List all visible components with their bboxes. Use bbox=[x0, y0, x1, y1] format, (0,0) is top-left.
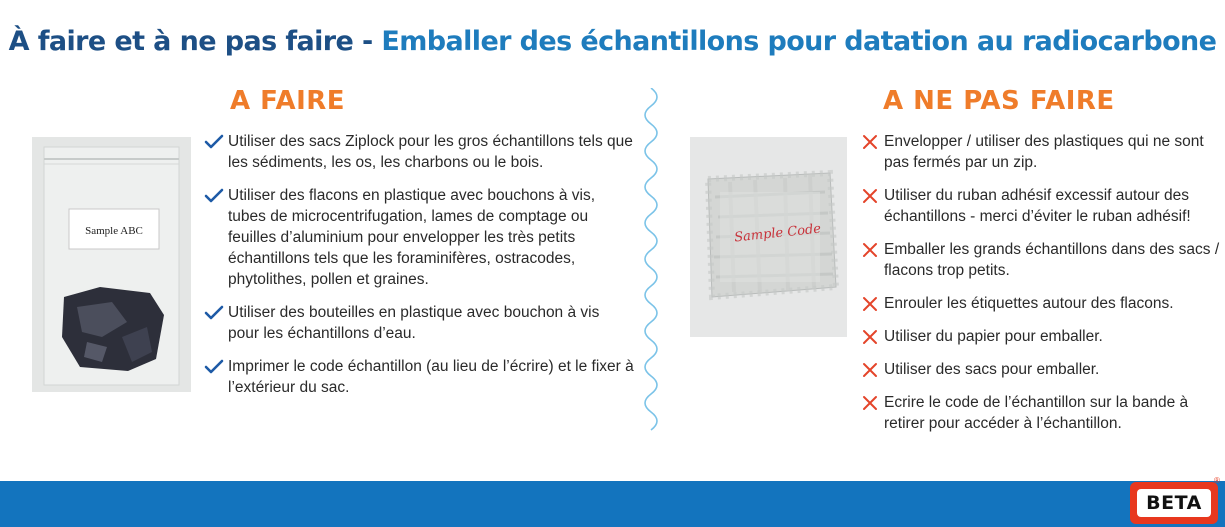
do-item-text: Utiliser des bouteilles en plastique avec bouchon à vis pour les échantillons d’eau. bbox=[228, 304, 600, 342]
dont-item-text: Envelopper / utiliser des plastiques qui ne sont pas fermés par un zip. bbox=[884, 133, 1204, 171]
do-item-text: Utiliser des sacs Ziplock pour les gros échantillons tels que les sédiments, les os, les charbons ou le bois. bbox=[228, 133, 633, 171]
list-item bbox=[860, 239, 1220, 281]
dont-item-text: Enrouler les étiquettes autour des flacons. bbox=[884, 295, 1174, 312]
list-item bbox=[860, 326, 1220, 347]
ziplock-bag-photo bbox=[32, 137, 191, 392]
cross-icon bbox=[860, 133, 880, 151]
cross-icon bbox=[860, 328, 880, 346]
cross-icon bbox=[860, 361, 880, 379]
checkmark-icon bbox=[204, 358, 224, 376]
wavy-divider bbox=[641, 88, 661, 433]
title-part-2: Emballer des échantillons pour datation au radiocarbone bbox=[381, 26, 1217, 57]
list-item bbox=[860, 185, 1220, 227]
list-item bbox=[204, 356, 634, 398]
dont-item-text: Emballer les grands échantillons dans des sacs / flacons trop petits. bbox=[884, 241, 1220, 279]
beta-logo bbox=[1130, 482, 1218, 524]
list-item bbox=[204, 131, 634, 173]
dont-item-text: Ecrire le code de l’échantillon sur la bande à retirer pour accéder à l’échantillon. bbox=[884, 394, 1189, 432]
list-item bbox=[860, 131, 1220, 173]
checkmark-icon bbox=[204, 133, 224, 151]
list-item bbox=[204, 302, 634, 344]
cross-icon bbox=[860, 187, 880, 205]
title-part-1: À faire et à ne pas faire - bbox=[8, 26, 373, 57]
list-item bbox=[860, 293, 1220, 314]
dont-item-text: Utiliser du ruban adhésif excessif autour des échantillons - merci d’éviter le ruban adhésif! bbox=[884, 187, 1191, 225]
list-item bbox=[860, 392, 1220, 434]
do-list bbox=[204, 131, 634, 410]
do-item-text: Imprimer le code échantillon (au lieu de l’écrire) et le fixer à l’extérieur du sac. bbox=[228, 358, 634, 396]
registered-mark: ® bbox=[1214, 476, 1220, 485]
list-item bbox=[204, 185, 634, 290]
dont-item-text: Utiliser du papier pour emballer. bbox=[884, 328, 1103, 345]
do-item-text: Utiliser des flacons en plastique avec bouchons à vis, tubes de microcentrifugation, lames de comptage ou feuilles d’aluminium pour envelopper les très petits échantillons tels que les foraminifères, ostracodes, phytolithes, pollen et graines. bbox=[228, 187, 596, 288]
page-title bbox=[0, 26, 1225, 57]
sample-label-text: Sample ABC bbox=[85, 225, 143, 237]
checkmark-icon bbox=[204, 304, 224, 322]
footer-band bbox=[0, 481, 1225, 527]
cross-icon bbox=[860, 295, 880, 313]
dont-list bbox=[860, 131, 1220, 446]
dont-item-text: Utiliser des sacs pour emballer. bbox=[884, 361, 1100, 378]
checkmark-icon bbox=[204, 187, 224, 205]
list-item bbox=[860, 359, 1220, 380]
do-heading: A FAIRE bbox=[230, 86, 346, 116]
cross-icon bbox=[860, 241, 880, 259]
cross-icon bbox=[860, 394, 880, 412]
logo-text: BETA bbox=[1137, 489, 1211, 517]
handwritten-sample-code: Sample Code bbox=[733, 221, 822, 246]
taped-package-photo bbox=[690, 137, 847, 337]
dont-heading: A NE PAS FAIRE bbox=[883, 86, 1115, 116]
